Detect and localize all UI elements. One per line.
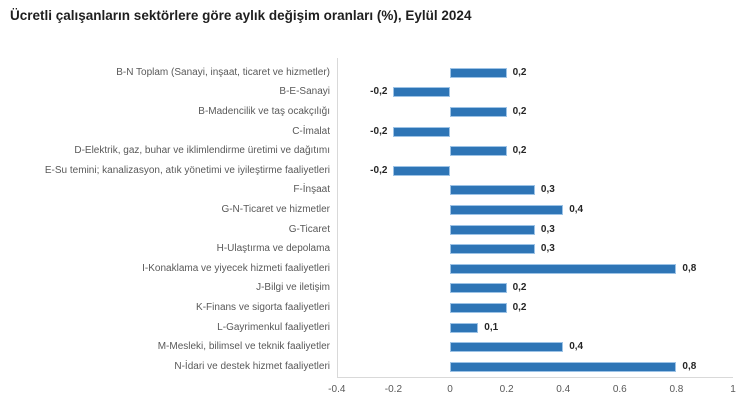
x-tick-label: 0: [447, 384, 453, 395]
category-label: G-Ticaret: [288, 223, 330, 235]
chart-title: Ücretli çalışanların sektörlere göre aylık değişim oranları (%), Eylül 2024: [10, 8, 472, 23]
bar: [450, 185, 535, 195]
category-label: K-Finans ve sigorta faaliyetleri: [196, 301, 330, 313]
value-label: -0,2: [370, 125, 388, 137]
value-label: 0,8: [682, 262, 697, 274]
x-tick-label: -0.2: [384, 384, 403, 395]
value-label: 0,4: [569, 203, 584, 215]
category-label: B-N Toplam (Sanayi, inşaat, ticaret ve hizmetler): [116, 66, 330, 78]
category-label: E-Su temini; kanalizasyon, atık yönetimi ve iyileştirme faaliyetleri: [44, 164, 330, 176]
value-label: -0,2: [370, 86, 388, 98]
bar: [450, 107, 507, 117]
value-label: 0,3: [540, 243, 555, 255]
category-label: H-Ulaştırma ve depolama: [216, 243, 330, 255]
bar: [450, 303, 507, 313]
x-axis-line: [337, 377, 733, 378]
value-label: 0,2: [512, 66, 527, 78]
category-label: C-İmalat: [292, 125, 330, 137]
y-axis-line: [337, 58, 338, 377]
value-label: 0,8: [682, 360, 697, 372]
bar: [450, 323, 478, 333]
value-label: -0,2: [370, 164, 388, 176]
bar: [450, 342, 563, 352]
x-tick-label: 1: [730, 384, 736, 395]
category-label: F-İnşaat: [293, 184, 330, 196]
category-label: I-Konaklama ve yiyecek hizmeti faaliyetleri: [142, 262, 330, 274]
bar: [450, 362, 676, 372]
bar: [450, 244, 535, 254]
value-label: 0,4: [569, 341, 584, 353]
category-label: G-N-Ticaret ve hizmetler: [221, 203, 330, 215]
value-label: 0,3: [540, 184, 555, 196]
x-tick-label: 0.4: [556, 384, 571, 395]
bar: [450, 264, 676, 274]
value-label: 0,1: [484, 321, 499, 333]
bar: [393, 166, 450, 176]
bar: [393, 87, 450, 97]
category-label: B-Madencilik ve taş ocakçılığı: [198, 105, 330, 117]
category-label: N-İdari ve destek hizmet faaliyetleri: [174, 360, 330, 372]
value-label: 0,3: [540, 223, 555, 235]
category-label: D-Elektrik, gaz, buhar ve iklimlendirme üretimi ve dağıtımı: [74, 145, 330, 157]
bar: [450, 146, 507, 156]
x-tick-label: -0.4: [328, 384, 346, 395]
category-label: B-E-Sanayi: [279, 86, 330, 98]
category-label: M-Mesleki, bilimsel ve teknik faaliyetler: [157, 341, 330, 353]
x-tick-label: 0.8: [669, 384, 684, 395]
x-tick-label: 0.2: [499, 384, 514, 395]
value-label: 0,2: [512, 282, 527, 294]
bar: [450, 68, 507, 78]
category-label: J-Bilgi ve iletişim: [256, 282, 330, 294]
value-label: 0,2: [512, 105, 527, 117]
category-label: L-Gayrimenkul faaliyetleri: [217, 321, 330, 333]
bar: [450, 225, 535, 235]
value-label: 0,2: [512, 301, 527, 313]
bar: [450, 283, 507, 293]
x-tick-label: 0.6: [612, 384, 627, 395]
value-label: 0,2: [512, 145, 527, 157]
bar: [450, 205, 563, 215]
bar: [393, 127, 450, 137]
